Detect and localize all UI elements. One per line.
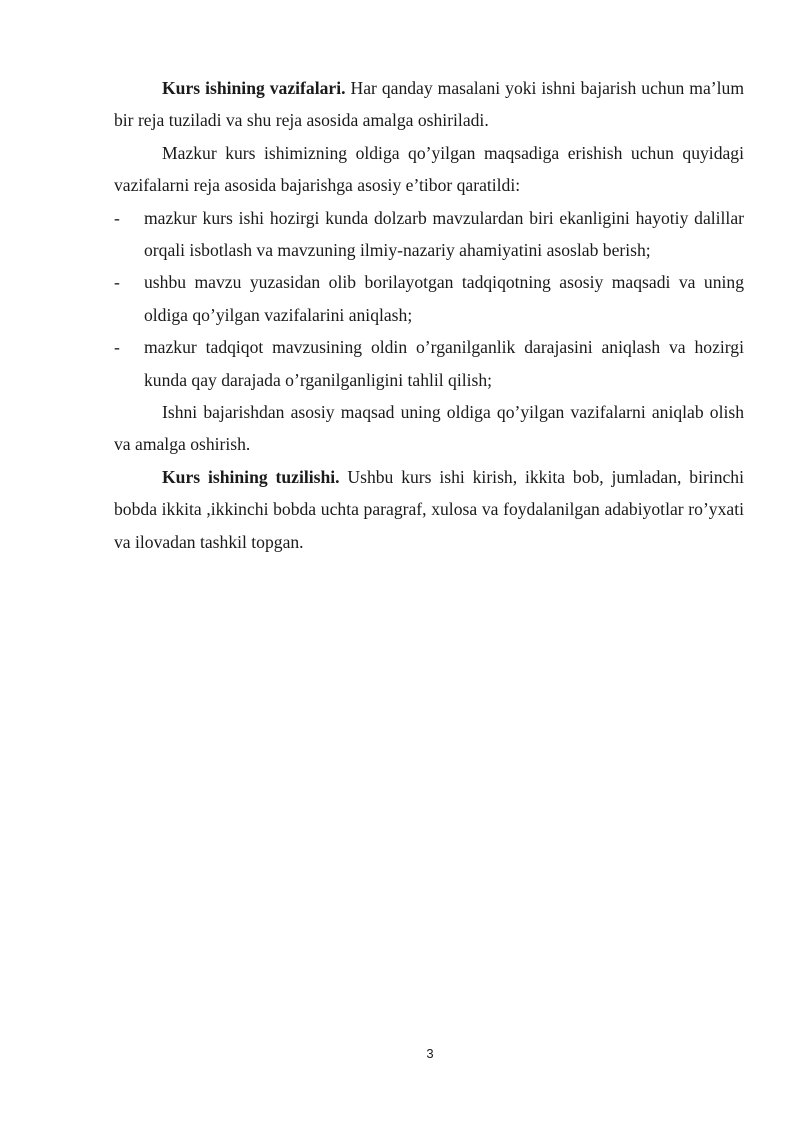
paragraph-main-goal: Ishni bajarishdan asosiy maqsad uning oldiga qo’yilgan vazifalarni aniqlab olish va amalga oshirish. [114, 402, 744, 455]
list-dash: - [114, 337, 120, 358]
list-item-text: ushbu mavzu yuzasidan olib borilayotgan tadqiqotning asosiy maqsadi va uning oldiga qo’yilgan vazifalarini aniqlash; [144, 272, 744, 325]
page-body [114, 72, 744, 558]
paragraph-goals-intro: Mazkur kurs ishimizning oldiga qo’yilgan maqsadiga erishish uchun quyidagi vazifalarni reja asosida bajarishga asosiy e’tibor qaratildi: [114, 142, 744, 196]
heading-course-tasks: Kurs ishining vazifalari. [162, 78, 346, 98]
list-item-text: mazkur tadqiqot mavzusining oldin o’rganilganlik darajasini aniqlash va hozirgi kunda qay darajada o’rganilganligini tahlil qilish; [144, 337, 744, 390]
list-dash: - [114, 272, 120, 293]
list-item [114, 331, 744, 396]
paragraph-course-structure [114, 461, 744, 558]
paragraph-course-tasks [114, 72, 744, 137]
paragraph-course-structure-text: Ushbu kurs ishi kirish, ikkita bob, jumladan, birinchi bobda ikkita ,ikkinchi bobda uchta paragraf, xulosa va foydalanilgan adabiyotlar ro’yxati va ilovadan tashkil topgan. [114, 466, 744, 552]
list-item [114, 266, 744, 331]
paragraph-course-tasks-text: Har qanday masalani yoki ishni bajarish uchun ma’lum bir reja tuziladi va shu reja asosida amalga oshiriladi. [114, 78, 745, 131]
page-number: 3 [426, 1046, 434, 1061]
list-item-text: mazkur kurs ishi hozirgi kunda dolzarb mavzulardan biri ekanligini hayotiy dalillar orqali isbotlash va mavzuning ilmiy-nazariy ahamiyatini asoslab berish; [144, 207, 744, 261]
heading-course-structure: Kurs ishining tuzilishi. [162, 466, 340, 487]
list-item [114, 202, 744, 267]
list-dash: - [114, 207, 120, 228]
task-list [114, 202, 744, 396]
